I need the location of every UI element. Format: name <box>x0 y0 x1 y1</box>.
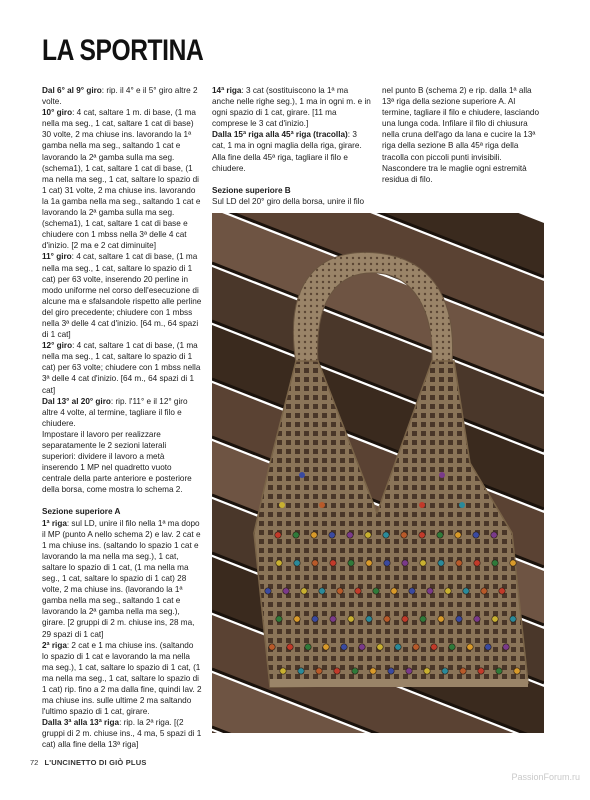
bead <box>492 616 498 622</box>
bead <box>420 560 426 566</box>
row-heading: 12° giro <box>42 341 73 351</box>
row-text: : rip. la 2ª riga. [(2 gruppi di 2 m. chiuse ins., 4 ma, 5 spazi di 1 cat) alla fine della 13ª riga] <box>42 718 202 750</box>
bead <box>456 560 462 566</box>
bead <box>467 644 473 650</box>
row-text: : 4 cat, saltare 1 m. di base, (1 ma nella ma seg., 1 cat, saltare 1 cat di base) 30 volte, 2 ma chiuse ins. lavorando la 1ª gamba nella ma seg., saltando 1 cat e lavorando la 2ª gamba sulla ma seg. (schema1), 1 cat, saltare 1 cat di base, (1 ma nella ma seg., 1 cat, saltare lo spazio di 1 cat) 31 volte, 2 ma chiuse ins. lavorando la 1a gamba nella ma seg., saltando 1 cat e lavorando la 2ª gamba sulla ma seg. (schema1), 1 cat, saltare 1 cat di base e chiudere con 1 mbss nella 3ª delle 4 cat d'inizio. [2 ma e 2 cat diminuite] <box>42 108 201 251</box>
row-heading: 14ª riga <box>212 86 242 95</box>
bead <box>473 532 479 538</box>
row-text: : sul LD, unire il filo nella 1ª ma dopo il MP (punto A nello schema 2) e lav. 2 cat e 1 ma chiuse ins. (saltando lo spazio 1 cat e lavorando la ma nella ma seg.), 1 cat, saltare lo spazio di 1 cat, (1 ma nella ma seg., 1 cat, saltare lo spazio di 1 cat) 28 volte, 2 ma chiuse ins. (lavorando la 1ª gamba nella ma seg., saltando 1 cat e lavorando la 2ª gamba nella ma seg.), girare. [2 gruppi di 2 m. chiuse ins, 28 ma, 29 spazi di 1 cat] <box>42 518 201 639</box>
bead <box>402 616 408 622</box>
bead <box>299 472 305 478</box>
paragraph <box>42 340 202 395</box>
bead <box>365 532 371 538</box>
bead <box>437 532 443 538</box>
bead <box>330 616 336 622</box>
bead <box>401 532 407 538</box>
bead <box>496 668 502 674</box>
bead <box>424 668 430 674</box>
bead <box>276 616 282 622</box>
bead <box>383 532 389 538</box>
section-heading <box>212 185 372 196</box>
bead <box>395 644 401 650</box>
bead <box>419 532 425 538</box>
bead <box>474 560 480 566</box>
bead <box>373 588 379 594</box>
bead <box>409 588 415 594</box>
bead <box>402 560 408 566</box>
bead <box>460 668 466 674</box>
row-heading: Dal 13° al 20° giro <box>42 396 111 406</box>
bead <box>377 644 383 650</box>
bead <box>355 588 361 594</box>
row-heading: Dalla 15ª riga alla 45ª riga (tracolla) <box>212 130 348 140</box>
bead <box>503 644 509 650</box>
bead <box>510 616 516 622</box>
paragraph <box>42 717 202 750</box>
bead <box>301 588 307 594</box>
paragraph <box>212 129 372 173</box>
bead <box>366 616 372 622</box>
bead <box>449 644 455 650</box>
bead <box>459 502 465 508</box>
bead <box>438 560 444 566</box>
page-number: 72 <box>30 758 39 767</box>
bead <box>330 560 336 566</box>
bead <box>481 588 487 594</box>
bead <box>492 560 498 566</box>
bead <box>337 588 343 594</box>
bead <box>463 588 469 594</box>
row-heading: Dal 6° al 9° giro <box>42 86 102 95</box>
bead <box>366 560 372 566</box>
paragraph <box>42 251 202 340</box>
text-column-2 <box>212 85 372 207</box>
row-text: : 2 cat e 1 ma chiuse ins. (saltando lo spazio di 1 cat e lavorando la ma nella ma seg.), 1 cat, saltare lo spazio di 1 cat, (1 ma nella ma seg., 1 cat, saltare lo spazio di 1 cat) rip. fino a 2 ma dalla fine, quindi lav. 2 ma chiuse ins. sulle ultime 2 ma saltando l'ultimo spazio di 1 cat, girare. <box>42 640 202 717</box>
bead <box>510 560 516 566</box>
bead <box>514 668 520 674</box>
bead <box>359 644 365 650</box>
bead <box>491 532 497 538</box>
bead <box>419 502 425 508</box>
bead <box>384 616 390 622</box>
watermark: PassionForum.ru <box>511 772 580 782</box>
paragraph: nel punto B (schema 2) e rip. dalla 1ª alla 13ª riga della sezione superiore A. Al termine, tagliare il filo e chiudere, lasciando una lunga coda. Infilare il filo di chiusura nella cruna dell'ago da lana e cucire la 13ª riga della sezione B alla 45ª riga della tracolla con piccoli punti invisibili. Nascondere tra le maglie ogni estremità residua di filo. <box>382 86 540 184</box>
text-column-1 <box>42 85 202 751</box>
row-text: : 4 cat, saltare 1 cat di base, (1 ma nella ma seg., 1 cat, saltare lo spazio di 1 cat) per 63 volte; chiudere con 1 mbss nella 3ª delle 4 cat d'inizio. [64 m., 64 spazi di 1 cat] <box>42 341 201 395</box>
bead <box>265 588 271 594</box>
page-title: LA SPORTINA <box>42 34 204 67</box>
paragraph: Sul LD del 20° giro della borsa, unire il filo <box>212 196 365 206</box>
row-heading: 11° giro <box>42 252 72 262</box>
bead <box>406 668 412 674</box>
bead <box>370 668 376 674</box>
bag-photo-svg <box>212 213 544 733</box>
row-heading: Dalla 3ª alla 13ª riga <box>42 718 120 728</box>
bead <box>478 668 484 674</box>
bead <box>384 560 390 566</box>
bead <box>391 588 397 594</box>
paragraph: Impostare il lavoro per realizzare separatamente le 2 sezioni laterali superiori: dividere il lavoro a metà inserendo 1 MP nel quadretto vuoto centrale della parte anteriore e posteriore della borsa, come mostra lo schema 2. <box>42 429 192 495</box>
section-heading-text: Sezione superiore B <box>212 185 291 195</box>
paragraph <box>42 85 202 107</box>
bead <box>311 532 317 538</box>
bead <box>352 668 358 674</box>
row-text: : 3 cat (sostituiscono la 1ª ma anche nelle righe seg.), 1 ma in ogni m. e in ogni spazio di 1 cat, girare. [11 ma comprese le 3 cat d'inizio.] <box>212 86 371 129</box>
row-text: : rip. il 4° e il 5° giro altre 2 volte. <box>42 86 198 107</box>
bead <box>334 668 340 674</box>
bead <box>276 560 282 566</box>
row-heading: 10° giro <box>42 108 73 118</box>
paragraph <box>42 107 202 251</box>
bead <box>287 644 293 650</box>
text-column-3 <box>382 85 542 185</box>
bead <box>316 668 322 674</box>
bead <box>439 472 445 478</box>
bead <box>293 532 299 538</box>
section-heading <box>42 506 202 517</box>
paragraph <box>42 640 202 718</box>
bead <box>279 502 285 508</box>
bead <box>312 616 318 622</box>
bead <box>294 560 300 566</box>
bead <box>456 616 462 622</box>
bead <box>305 644 311 650</box>
bead <box>283 588 289 594</box>
magazine-name: L'UNCINETTO DI GIÒ PLUS <box>44 758 147 767</box>
row-heading: 2ª riga <box>42 640 67 650</box>
bead <box>341 644 347 650</box>
bag-photo <box>212 213 544 733</box>
bead <box>445 588 451 594</box>
bead <box>280 668 286 674</box>
page-footer <box>30 758 147 767</box>
bead <box>319 502 325 508</box>
bead <box>485 644 491 650</box>
bead <box>438 616 444 622</box>
bead <box>474 616 480 622</box>
bead <box>329 532 335 538</box>
bead <box>427 588 433 594</box>
bead <box>269 644 275 650</box>
bead <box>348 616 354 622</box>
bead <box>323 644 329 650</box>
bead <box>275 532 281 538</box>
bead <box>442 668 448 674</box>
bead <box>413 644 419 650</box>
bead <box>319 588 325 594</box>
paragraph <box>212 85 372 129</box>
row-text: : 4 cat, saltare 1 cat di base, (1 ma nella ma seg., 1 cat, saltare lo spazio di 1 cat) per 63 volte, inserendo 20 perline in modo uniforme nel corso dell'esecuzione di alcune ma e sfalsandole rispetto alle perline del giro precedente; chiudere con 1 mbss nella 3ª delle 4 cat d'inizio. [64 m., 64 spazi di 1 cat] <box>42 252 202 340</box>
bead <box>420 616 426 622</box>
row-text: : rip. l'11° e il 12° giro altre 4 volte, al termine, tagliare il filo e chiudere. <box>42 396 188 428</box>
bead <box>431 644 437 650</box>
row-heading: 1ª riga <box>42 518 67 528</box>
bead <box>298 668 304 674</box>
bead <box>388 668 394 674</box>
row-text: : 3 cat, 1 ma in ogni maglia della riga, girare. Alla fine della 45ª riga, tagliare il filo e chiudere. <box>212 130 362 173</box>
bead <box>347 532 353 538</box>
paragraph <box>42 518 202 640</box>
bead <box>348 560 354 566</box>
section-heading-text: Sezione superiore A <box>42 507 121 517</box>
bead <box>499 588 505 594</box>
paragraph <box>42 396 202 429</box>
bead <box>294 616 300 622</box>
bead <box>455 532 461 538</box>
bead <box>312 560 318 566</box>
bag-bottom-edge <box>270 679 528 687</box>
